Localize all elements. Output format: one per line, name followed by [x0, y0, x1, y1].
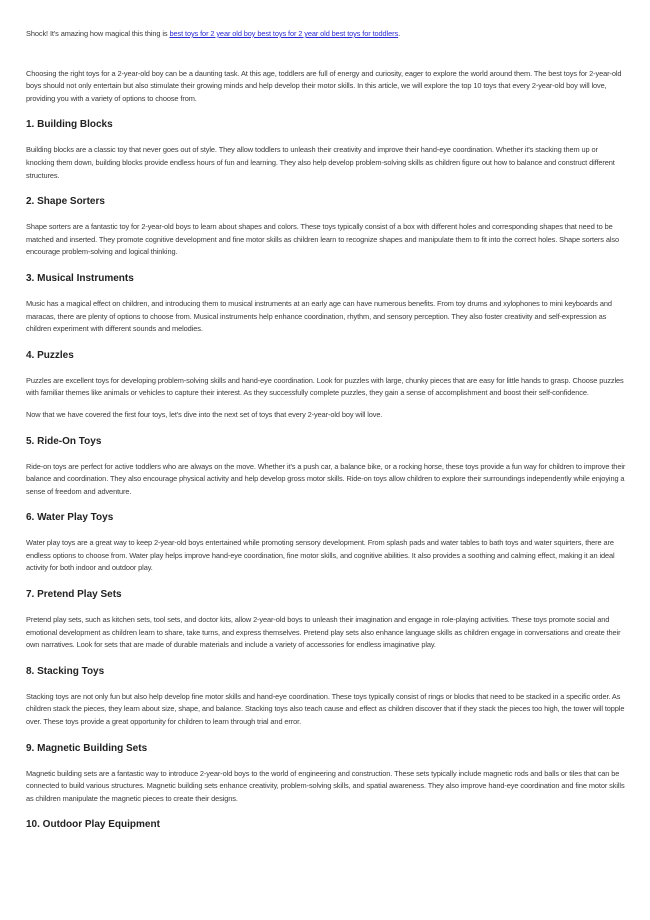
section-body-pretend-play-sets: Pretend play sets, such as kitchen sets, tool sets, and doctor kits, allow 2-year-old boys to unleash their imagination and engage in role-playing activities. These toys promote social and emotional development as children learn to share, take turns, and express themselves. Pretend play sets also enhance language skills as children engage in conversations and create their own narratives. Look for sets that are made of durable materials and include a variety of accessories for endless imaginative play.: [26, 615, 621, 650]
transition-paragraph: Now that we have covered the first four toys, let's dive into the next set of toys that every 2-year-old boy will love.: [26, 409, 383, 419]
section-body-puzzles: Puzzles are excellent toys for developing problem-solving skills and hand-eye coordination. Look for puzzles with large, chunky pieces that are easy for little hands to grasp. Choose puzzles with familiar themes like animals or vehicles to capture their interest. As they successfully complete puzzles, they gain a sense of accomplishment and boost their self-confidence.: [26, 375, 624, 398]
section-heading-musical-instruments: 3. Musical Instruments: [26, 272, 134, 284]
section-heading-outdoor-play-equipment: 10. Outdoor Play Equipment: [26, 819, 160, 831]
section-body-building-blocks: Building blocks are a classic toy that never goes out of style. They allow toddlers to unleash their creativity and improve their hand-eye coordination. Whether it's stacking them up or knocking them down, building blocks provide endless hours of fun and learning. They also help develop problem-solving skills as children figure out how to balance and construct different structures.: [26, 145, 615, 180]
section-body-ride-on-toys: Ride-on toys are perfect for active toddlers who are always on the move. Whether it's a push car, a balance bike, or a rocking horse, these toys provide a fun way for children to improve their balance and coordination. They also encourage physical activity and help develop gross motor skills. Ride-on toys allow children to explore their surroundings independently while enjoying a sense of freedom and adventure.: [26, 461, 626, 496]
toys-link[interactable]: best toys for 2 year old boy best toys for 2 year old best toys for toddlers: [169, 29, 399, 38]
intro-lead-text: Shock! It's amazing how magical this thing is: [26, 29, 170, 38]
section-heading-stacking-toys: 8. Stacking Toys: [26, 665, 105, 677]
section-heading-puzzles: 4. Puzzles: [26, 349, 74, 361]
section-heading-water-play-toys: 6. Water Play Toys: [26, 512, 114, 524]
section-heading-shape-sorters: 2. Shape Sorters: [26, 196, 105, 208]
intro-paragraph: Choosing the right toys for a 2-year-old boy can be a daunting task. At this age, toddlers are full of energy and curiosity, eager to explore the world around them. The best toys for 2-year-old boys should not only entertain but also stimulate their growing minds and help develop their motor skills. In this article, we will explore the top 10 toys that every 2-year-old boy will love, providing you with a variety of options to choose from.: [26, 68, 622, 103]
section-body-shape-sorters: Shape sorters are a fantastic toy for 2-year-old boys to learn about shapes and colors. These toys typically consist of a box with different holes and corresponding shapes that need to be matched and inserted. They promote cognitive development and fine motor skills as children learn to recognize shapes and manipulate them to fit into the correct holes. Shape sorters also encourage problem-solving and logical thinking.: [26, 222, 619, 257]
section-heading-pretend-play-sets: 7. Pretend Play Sets: [26, 589, 122, 601]
section-body-water-play-toys: Water play toys are a great way to keep 2-year-old boys entertained while promoting sensory development. From splash pads and water tables to bath toys and water squirters, there are endless options to choose from. Water play helps improve hand-eye coordination, fine motor skills, and cognitive abilities. It also provides a soothing and calming effect, making it an ideal activity for both indoor and outdoor play.: [26, 538, 615, 573]
section-heading-ride-on-toys: 5. Ride-On Toys: [26, 435, 102, 447]
intro-line: [26, 28, 626, 41]
intro-link-trailing: .: [398, 29, 401, 38]
section-heading-building-blocks: 1. Building Blocks: [26, 119, 113, 131]
section-body-stacking-toys: Stacking toys are not only fun but also help develop fine motor skills and hand-eye coordination. These toys typically consist of rings or blocks that need to be stacked in a specific order. As children stack the pieces, they learn about size, shape, and balance. Stacking toys also teach cause and effect as children discover that if they stack the pieces too high, the tower will topple over. These toys provide a great opportunity for children to learn through trial and error.: [26, 691, 625, 727]
section-body-musical-instruments: Music has a magical effect on children, and introducing them to musical instruments at an early age can have numerous benefits. From toy drums and xylophones to mini keyboards and maracas, there are plenty of options to choose from. Musical instruments help enhance coordination, rhythm, and sensory perception. They also foster creativity and self-expression as children experiment with different sounds and melodies.: [26, 298, 612, 334]
article: [26, 28, 626, 844]
section-body-magnetic-building-sets: Magnetic building sets are a fantastic way to introduce 2-year-old boys to the world of engineering and construction. These sets typically include magnetic rods and balls or tiles that can be connected to build various structures. Magnetic building sets enhance creativity, problem-solving skills, and spatial awareness. They also improve hand-eye coordination and fine motor skills as children manipulate the magnetic pieces to create their designs.: [26, 768, 625, 803]
section-heading-magnetic-building-sets: 9. Magnetic Building Sets: [26, 742, 148, 754]
